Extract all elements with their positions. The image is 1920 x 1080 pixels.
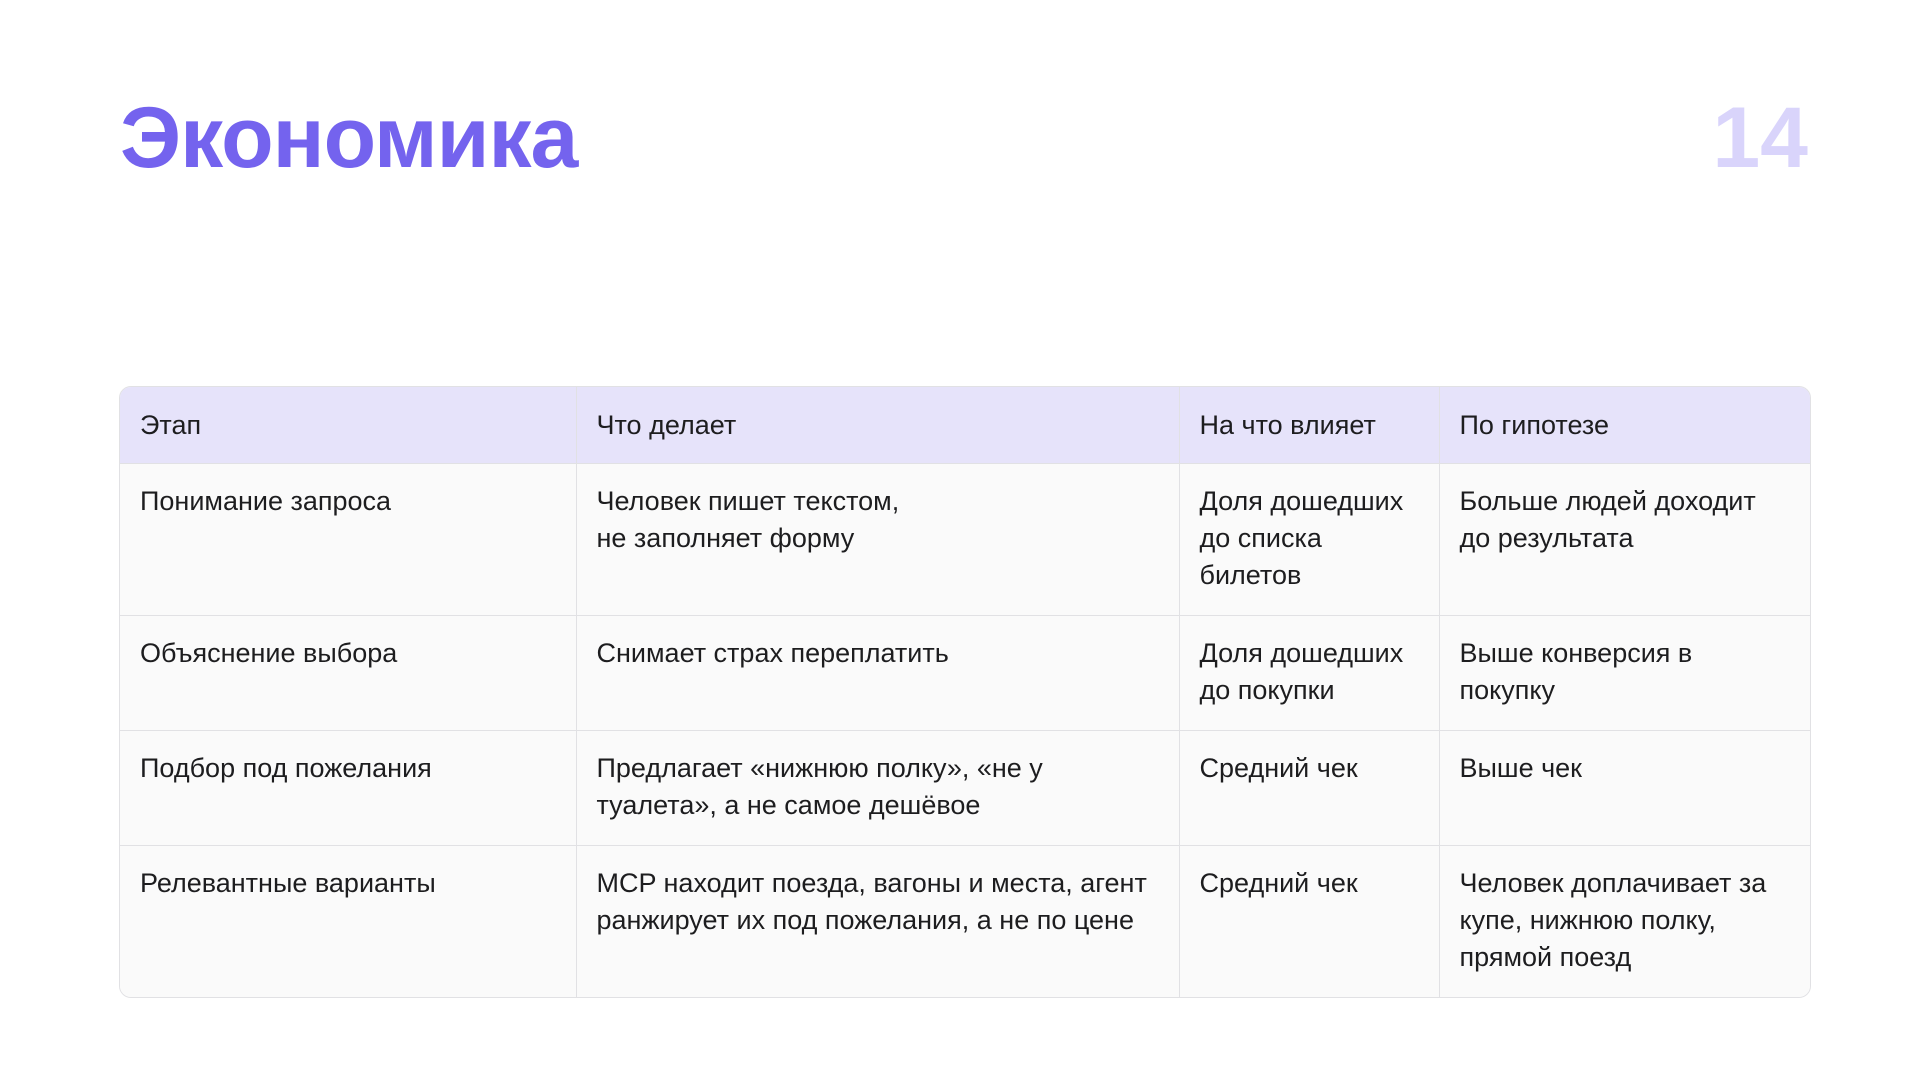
header-row: [120, 387, 1810, 464]
header-stage: Этап: [120, 387, 576, 464]
table-row: [120, 464, 1810, 616]
cell-hypothesis: Выше конверсия в покупку: [1439, 616, 1810, 731]
table-body: [120, 464, 1810, 997]
slide-title: Экономика: [120, 90, 578, 186]
cell-what-it-affects: Средний чек: [1179, 846, 1439, 997]
cell-what-it-affects: Доля дошедших до покупки: [1179, 616, 1439, 731]
table-row: [120, 731, 1810, 846]
economics-table: [119, 386, 1811, 998]
cell-text-line: Человек пишет текстом,: [596, 486, 900, 516]
header-what-it-affects: На что влияет: [1179, 387, 1439, 464]
cell-stage: Объяснение выбора: [120, 616, 576, 731]
table: [120, 387, 1810, 997]
cell-hypothesis: Человек доплачивает за купе, нижнюю полку, прямой поезд: [1439, 846, 1810, 997]
cell-what-it-affects: Средний чек: [1179, 731, 1439, 846]
cell-stage: Релевантные варианты: [120, 846, 576, 997]
table-header: [120, 387, 1810, 464]
cell-hypothesis: Больше людей доходит до результата: [1439, 464, 1810, 616]
cell-hypothesis: Выше чек: [1439, 731, 1810, 846]
cell-what-it-does: Предлагает «нижнюю полку», «не у туалета», а не самое дешёвое: [576, 731, 1179, 846]
table-row: [120, 846, 1810, 997]
cell-stage: Понимание запроса: [120, 464, 576, 616]
table-row: [120, 616, 1810, 731]
cell-stage: Подбор под пожелания: [120, 731, 576, 846]
cell-what-it-affects: Доля дошедших до списка билетов: [1179, 464, 1439, 616]
cell-what-it-does: [576, 464, 1179, 616]
cell-what-it-does: MCP находит поезда, вагоны и места, агент ранжирует их под пожелания, а не по цене: [576, 846, 1179, 997]
cell-text-line: не заполняет форму: [596, 523, 855, 553]
cell-what-it-does: Снимает страх переплатить: [576, 616, 1179, 731]
page-number: 14: [1712, 90, 1808, 186]
header-what-it-does: Что делает: [576, 387, 1179, 464]
header-hypothesis: По гипотезе: [1439, 387, 1810, 464]
